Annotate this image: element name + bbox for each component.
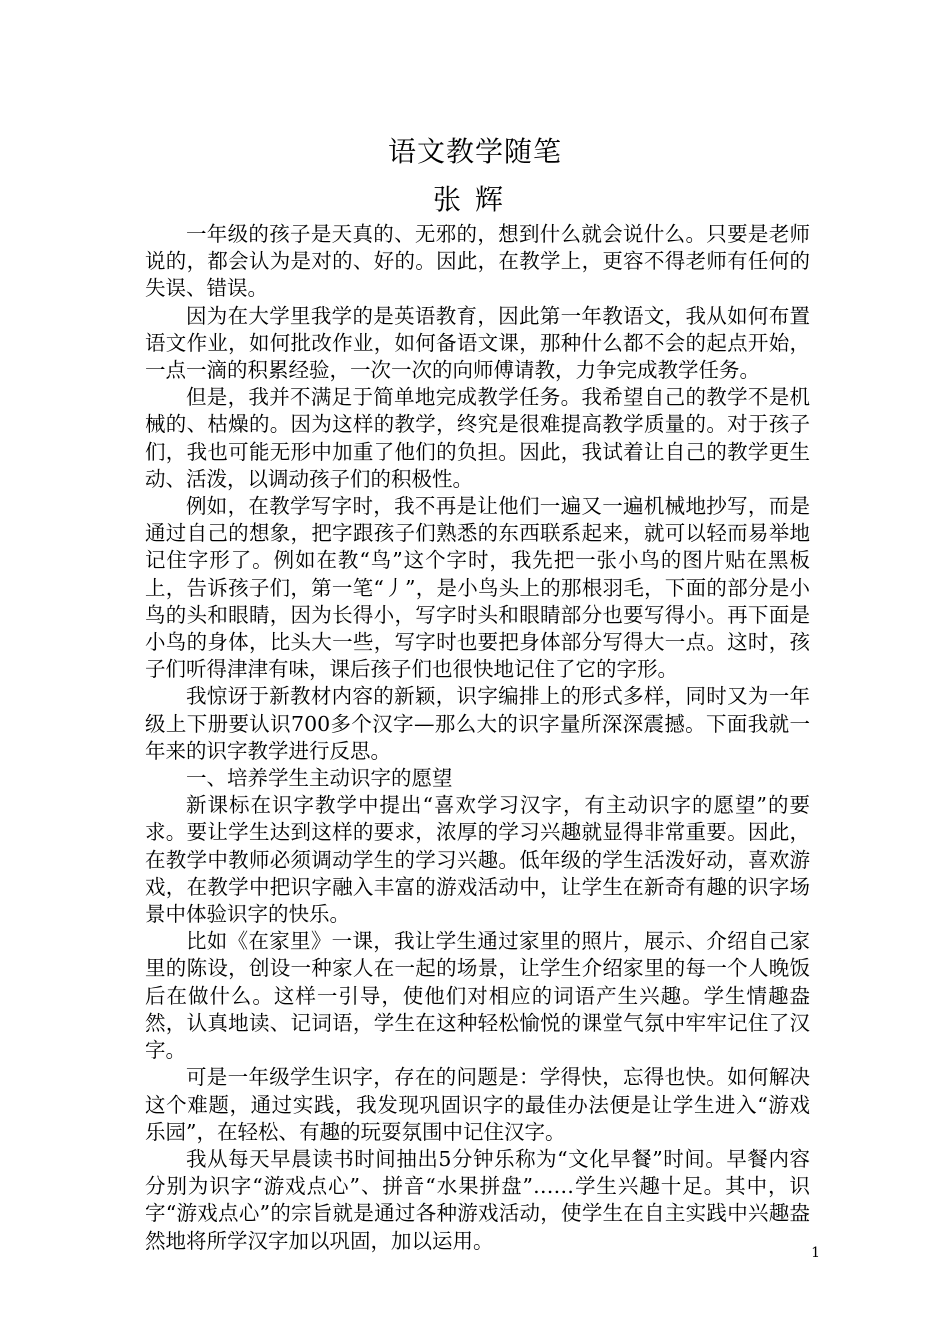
document-title: 语文教学随笔: [387, 135, 562, 168]
page-number: 1: [811, 1245, 820, 1261]
section-heading: 一、培养学生主动识字的愿望: [186, 766, 453, 791]
paragraph: 我从每天早晨读书时间抽出5分钟乐称为“文化早餐”时间。早餐内容分别为识字“游戏点心”、拼音“水果拼盘”……学生兴趣十足。其中，识字“游戏点心”的宗旨就是通过各种游戏活动，使学生在自主实践中兴趣盎然地将所学汉字加以巩固，加以运用。: [145, 1146, 810, 1253]
paragraph: 因为在大学里我学的是英语教育，因此第一年教语文，我从如何布置语文作业，如何批改作业，如何备语文课，那种什么都不会的起点开始，一点一滴的积累经验，一次一次的向师傅请教，力争完成教学任务。: [145, 303, 810, 383]
paragraph: 比如《在家里》一课，我让学生通过家里的照片，展示、介绍自己家里的陈设，创设一种家人在一起的场景，让学生介绍家里的每一个人晚饭后在做什么。这样一引导，使他们对相应的词语产生兴趣。学生情趣盎然，认真地读、记词语，学生在这种轻松愉悦的课堂气氛中牢牢记住了汉字。: [145, 929, 810, 1063]
paragraph: 我惊讶于新教材内容的新颖，识字编排上的形式多样，同时又为一年级上下册要认识700多个汉字—那么大的识字量所深深震撼。下面我就一年来的识字教学进行反思。: [145, 684, 810, 763]
paragraph: 但是，我并不满足于简单地完成教学任务。我希望自己的教学不是机械的、枯燥的。因为这样的教学，终究是很难提高教学质量的。对于孩子们，我也可能无形中加重了他们的负担。因此，我试着让自己的教学更生动、活泼，以调动孩子们的积极性。: [145, 385, 810, 491]
paragraph: 一年级的孩子是天真的、无邪的，想到什么就会说什么。只要是老师说的，都会认为是对的、好的。因此，在教学上，更容不得老师有任何的失误、错误。: [145, 222, 810, 301]
paragraph: 可是一年级学生识字，存在的问题是：学得快，忘得也快。如何解决这个难题，通过实践，我发现巩固识字的最佳办法便是让学生进入“游戏乐园”，在轻松、有趣的玩耍氛围中记住汉字。: [145, 1065, 810, 1144]
document-body: [145, 221, 810, 1255]
paragraph: 例如，在教学写字时，我不再是让他们一遍又一遍机械地抄写，而是通过自己的想象，把字跟孩子们熟悉的东西联系起来，就可以轻而易举地记住字形了。例如在教“鸟”这个字时，我先把一张小鸟的图片贴在黑板上，告诉孩子们，第一笔“丿”，是小鸟头上的那根羽毛，下面的部分是小鸟的头和眼睛，因为长得小，写字时头和眼睛部分也要写得小。再下面是小鸟的身体，比头大一些，写字时也要把身体部分写得大一点。这时，孩子们听得津津有味，课后孩子们也很快地记住了它的字形。: [145, 494, 810, 682]
document-author: 张辉: [432, 183, 517, 216]
paragraph: 新课标在识字教学中提出“喜欢学习汉字，有主动识字的愿望”的要求。要让学生达到这样的要求，浓厚的学习兴趣就显得非常重要。因此，在教学中教师必须调动学生的学习兴趣。低年级的学生活泼好动，喜欢游戏，在教学中把识字融入丰富的游戏活动中，让学生在新奇有趣的识字场景中体验识字的快乐。: [145, 793, 810, 927]
